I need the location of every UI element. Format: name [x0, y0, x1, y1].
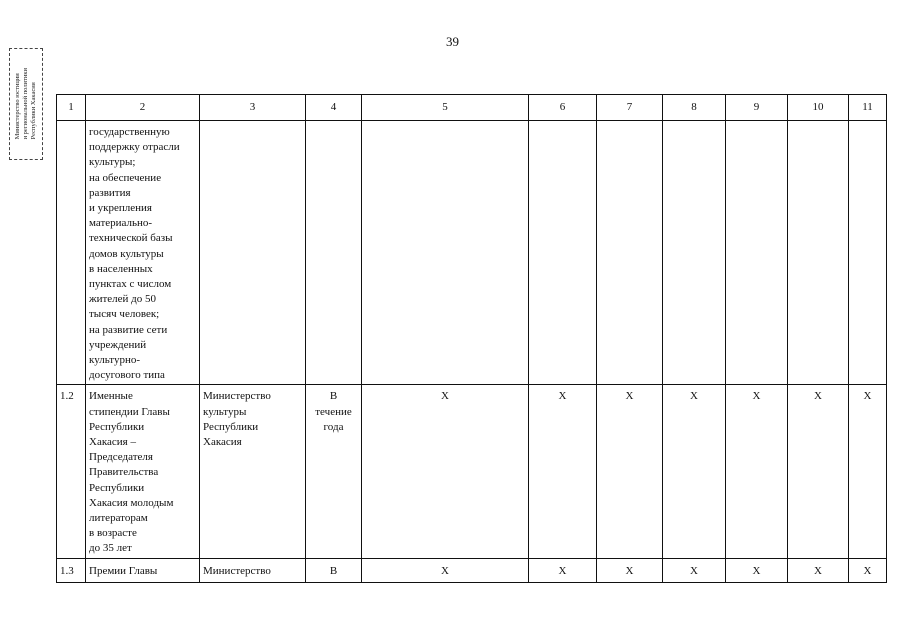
- row-number-cell: 1.3: [57, 558, 86, 582]
- value-cell: Х: [788, 558, 849, 582]
- column-header: 8: [663, 95, 726, 121]
- value-cell: Х: [849, 385, 887, 558]
- value-cell: [849, 121, 887, 385]
- program-table: [56, 94, 887, 583]
- measure-name-cell: Премии Главы: [86, 558, 200, 582]
- column-header: 10: [788, 95, 849, 121]
- column-header: 7: [597, 95, 663, 121]
- value-cell: Х: [362, 385, 529, 558]
- column-header: 11: [849, 95, 887, 121]
- term-cell: [306, 121, 362, 385]
- column-header: 2: [86, 95, 200, 121]
- page-number: 39: [446, 34, 459, 49]
- value-cell: Х: [597, 385, 663, 558]
- executor-cell: Министерство: [200, 558, 306, 582]
- value-cell: [362, 121, 529, 385]
- value-cell: [529, 121, 597, 385]
- value-cell: Х: [597, 558, 663, 582]
- term-cell: В течение года: [306, 385, 362, 558]
- value-cell: Х: [663, 385, 726, 558]
- value-cell: Х: [362, 558, 529, 582]
- value-cell: Х: [529, 558, 597, 582]
- value-cell: Х: [726, 385, 788, 558]
- value-cell: Х: [529, 385, 597, 558]
- column-header: 5: [362, 95, 529, 121]
- value-cell: [726, 121, 788, 385]
- term-cell: В: [306, 558, 362, 582]
- value-cell: Х: [726, 558, 788, 582]
- executor-cell: [200, 121, 306, 385]
- column-header: 9: [726, 95, 788, 121]
- table-header-row: [57, 95, 887, 121]
- executor-cell: Министерство культуры Республики Хакасия: [200, 385, 306, 558]
- column-header: 6: [529, 95, 597, 121]
- column-header: 1: [57, 95, 86, 121]
- value-cell: Х: [663, 558, 726, 582]
- column-header: 4: [306, 95, 362, 121]
- table-row: [57, 558, 887, 582]
- column-header: 3: [200, 95, 306, 121]
- measure-name-cell: Именные стипендии Главы Республики Хакасия – Председателя Правительства Республики Хакасия молодым литераторам в возрасте до 35 лет: [86, 385, 200, 558]
- table-row: [57, 385, 887, 558]
- value-cell: [663, 121, 726, 385]
- row-number-cell: [57, 121, 86, 385]
- table-row: [57, 121, 887, 385]
- registration-stamp: [9, 48, 43, 160]
- value-cell: [597, 121, 663, 385]
- value-cell: [788, 121, 849, 385]
- stamp-text: Министерство юстиции и региональной политики Республики Хакасия: [14, 68, 37, 140]
- value-cell: Х: [849, 558, 887, 582]
- row-number-cell: 1.2: [57, 385, 86, 558]
- value-cell: Х: [788, 385, 849, 558]
- measure-name-cell: государственную поддержку отрасли культуры; на обеспечение развития и укрепления материально- технической базы домов культуры в населенных пунктах с числом жителей до 50 тысяч человек; на развитие сети учреждений культурно- досугового типа: [86, 121, 200, 385]
